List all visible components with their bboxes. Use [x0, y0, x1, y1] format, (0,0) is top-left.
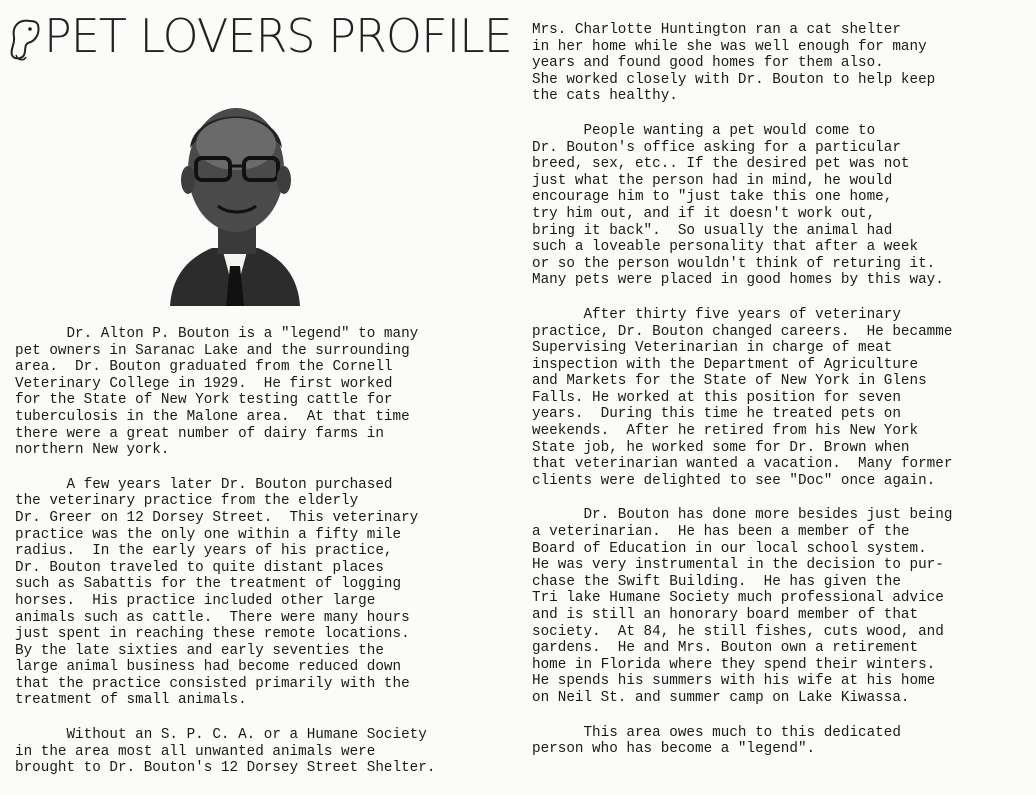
paragraph-cat-shelter: Mrs. Charlotte Huntington ran a cat shelter in her home while she was well enough for many years and found good homes for them also. She worked closely with Dr. Bouton to help keep the cats healthy.: [532, 22, 936, 105]
paragraph-career: After thirty five years of veterinary practice, Dr. Bouton changed careers. He becamme Supervising Veterinarian in charge of meat inspection with the Department of Agriculture and Markets for the State of New York in Glens Falls. He worked at this position for seven years. During this time he treated pets on weekends. After he retired from his New York State job, he worked some for Dr. Brown when that veterinarian wanted a vacation. Many former clients were delighted to see "Doc" once again.: [532, 306, 953, 489]
paragraph-adoption: People wanting a pet would come to Dr. Bouton's office asking for a particular breed, sex, etc.. If the desired pet was not just what the person had in mind, he would encourage him to "just take this one home, try him out, and if it doesn't work out, bring it back". So usually the animal had such a loveable personality that after a week or so the person wouldn't think of returing it. Many pets were placed in good homes by this way.: [532, 122, 944, 289]
portrait-photo: [160, 88, 310, 306]
paragraph-intro: Dr. Alton P. Bouton is a "legend" to many pet owners in Saranac Lake and the surrounding area. Dr. Bouton graduated from the Cornell Veterinary College in 1929. He first worked for the State of New York testing cattle for tuberculosis in the Malone area. At that time there were a great number of dairy farms in northern New york.: [15, 326, 419, 459]
paragraph-closing: This area owes much to this dedicated person who has become a "legend".: [532, 724, 901, 758]
left-column: [15, 326, 510, 795]
paragraph-shelter: Without an S. P. C. A. or a Humane Society in the area most all unwanted animals were brought to Dr. Bouton's 12 Dorsey Street Shelter.: [15, 727, 436, 777]
paragraph-practice: A few years later Dr. Bouton purchased the veterinary practice from the elderly Dr. Greer on 12 Dorsey Street. This veterinary practice was the only one within a fifty mile radius. In the early years of his practice, Dr. Bouton traveled to quite distant places such as Sabattis for the treatment of logging horses. His practice included other large animals such as cattle. There were many hours just spent in reaching these remote locations. By the late sixties and early seventies the large animal business had become reduced down that the practice consisted primarily with the treatment of small animals.: [15, 476, 419, 709]
paragraph-community: Dr. Bouton has done more besides just being a veterinarian. He has been a member of the Board of Education in our local school system. He was very instrumental in the decision to pur- chase the Swift Building. He has given the Tri lake Humane Society much professional advice and is still an honorary board member of that society. At 84, he still fishes, cuts wood, and gardens. He and Mrs. Bouton own a retirement home in Florida where they spend their winters. He spends his summers with his wife at his home on Neil St. and summer camp on Lake Kiwassa.: [532, 507, 953, 706]
page-title: [8, 6, 512, 66]
page-title-text: PET LOVERS PROFILE: [44, 9, 512, 63]
right-column: [532, 22, 1032, 776]
dog-head-icon: [8, 15, 44, 65]
